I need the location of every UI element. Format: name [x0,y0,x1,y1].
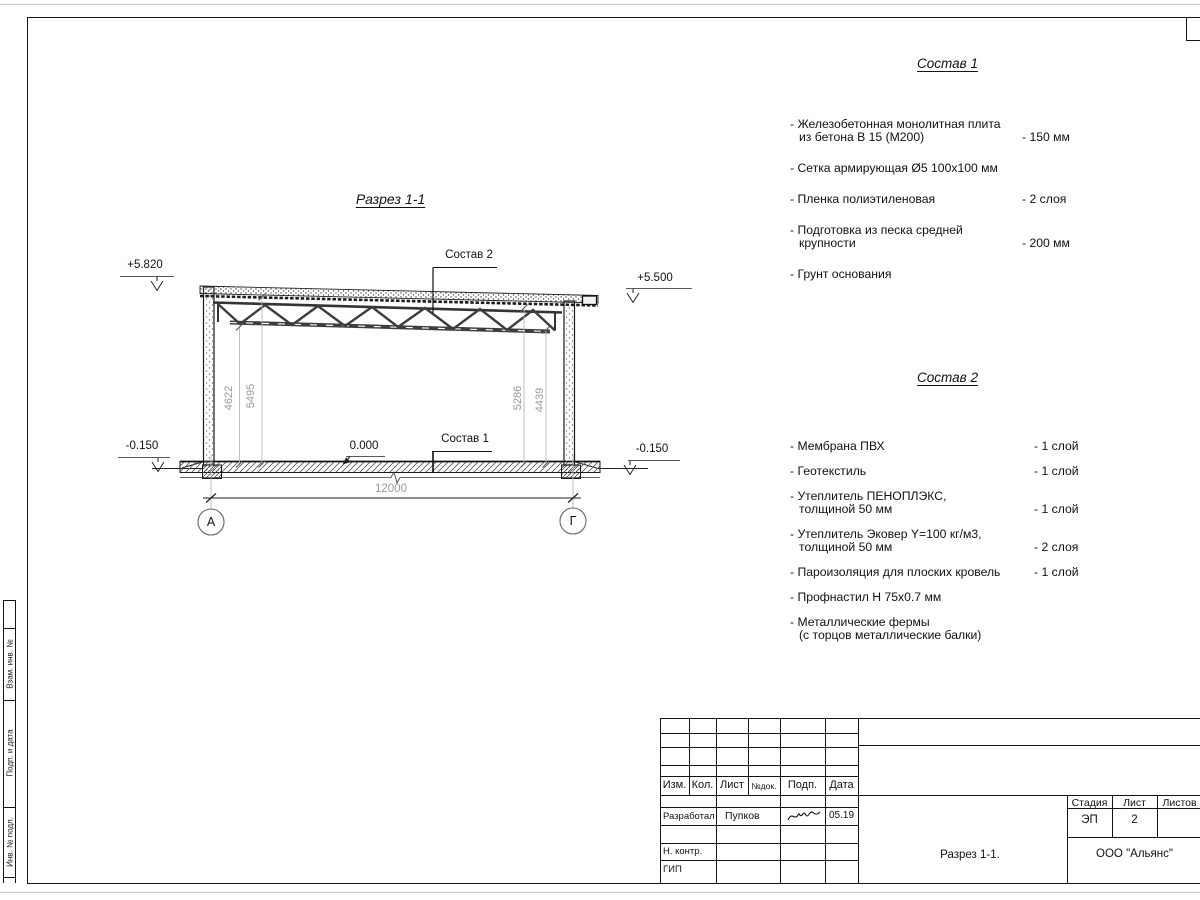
frame-top [27,17,1200,19]
section-drawing [100,180,720,560]
list-item: - Профнастил Н 75х0.7 мм [790,590,942,604]
line [660,807,858,808]
callout-bottom-label: Состав 1 [441,433,489,445]
side-strip-line [3,600,16,601]
stage-value: ЭП [1081,814,1098,826]
v-dimension: 5286 [512,385,524,411]
col-izm: Изм. [662,779,687,791]
side-strip-line [3,807,16,808]
ncontr-label: Н. контр. [663,846,703,857]
col-ndok: №док. [751,781,777,791]
axis-label-left: А [206,514,216,529]
walls [204,287,575,465]
section-title: Разрез 1-1 [355,191,426,207]
elevation-bottom-left: -0.150 [125,440,159,452]
side-strip-line [3,600,4,883]
sheets-label: Листов [1162,796,1197,809]
composition1-title: Состав 1 [917,56,978,71]
side-strip-label: Подп. и дата [5,729,14,777]
doc-title: Разрез 1-1. [940,849,1000,861]
sheet-value: 2 [1131,814,1138,826]
gip-label: ГИП [663,864,682,875]
line [825,718,826,883]
v-dimension: 4439 [534,387,546,413]
axis-label-right: Г [569,513,577,528]
col-kol: Кол. [691,779,714,791]
list-item: - Утеплитель Эковер Y=100 кг/м3, толщиной 50 мм - 2 слоя [790,527,1079,554]
col-podp: Подп. [787,779,818,791]
line [1067,837,1200,839]
line [780,718,781,883]
col-list: Лист [720,779,744,791]
list-item: - Подготовка из песка средней крупности - 200 мм [790,223,1070,250]
side-strip-line [3,700,16,701]
list-item: - Геотекстиль - 1 слой [790,464,1079,478]
frame-bottom [27,883,1200,885]
line [660,718,1200,720]
line [716,718,717,883]
frame-left [27,17,29,884]
v-dimension: 4622 [223,385,235,411]
composition1-list [790,118,1102,299]
paper-edge-top [0,4,1200,5]
list-item: - Сетка армирующая Ø5 100х100 мм [790,161,998,175]
list-item: - Мембрана ПВХ - 1 слой [790,439,1079,453]
line [858,718,860,883]
paper-edge-bottom [0,892,1200,893]
signature [786,808,822,824]
floor-slab [180,462,600,484]
elevation-top-right: +5.500 [637,272,673,284]
developed-label: Разработал [663,811,715,822]
composition2-list [790,440,1102,654]
side-strip-line [3,877,16,878]
sheet-label: Лист [1123,796,1146,809]
line [660,843,858,844]
corner-box-line [1186,40,1200,41]
line [660,718,662,883]
wall-right [564,301,575,465]
side-strip-label: Взам. инв. № [5,639,14,689]
truss [213,303,562,332]
developed-date: 05.19 [828,810,855,821]
line [660,825,858,826]
stage-label: Стадия [1071,796,1108,809]
list-item: - Железобетонная монолитная плита из бетона В 15 (М200) - 150 мм [790,117,1070,144]
list-item: - Пароизоляция для плоских кровель - 1 слой [790,565,1079,579]
list-item: - Металлические фермы (с торцов металлические балки) [790,615,982,642]
span-dimension: 12000 [375,483,407,495]
side-strip-line [15,600,16,883]
composition2-title: Состав 2 [917,370,978,385]
developed-name: Пупков [725,810,760,822]
line [858,745,1200,746]
axis-circles [198,508,586,535]
callout-top-label: Состав 2 [445,249,493,261]
elevation-bottom-right: -0.150 [635,443,669,455]
company-name: ООО "Альянс" [1096,848,1173,860]
elevation-top-left: +5.820 [127,259,163,271]
corner-box-line [1186,17,1187,40]
elevation-zero: 0.000 [349,440,379,452]
wall-left [204,287,215,465]
list-item: - Грунт основания [790,267,892,281]
col-data: Дата [829,779,854,791]
list-item: - Пленка полиэтиленовая - 2 слоя [790,192,1067,206]
side-strip-line [3,628,16,629]
side-strip-label: Инв. № подл. [5,817,14,867]
line [660,860,858,861]
list-item: - Утеплитель ПЕНОПЛЭКС, толщиной 50 мм - 1 слой [790,489,1079,516]
v-dimension: 5495 [245,383,257,409]
